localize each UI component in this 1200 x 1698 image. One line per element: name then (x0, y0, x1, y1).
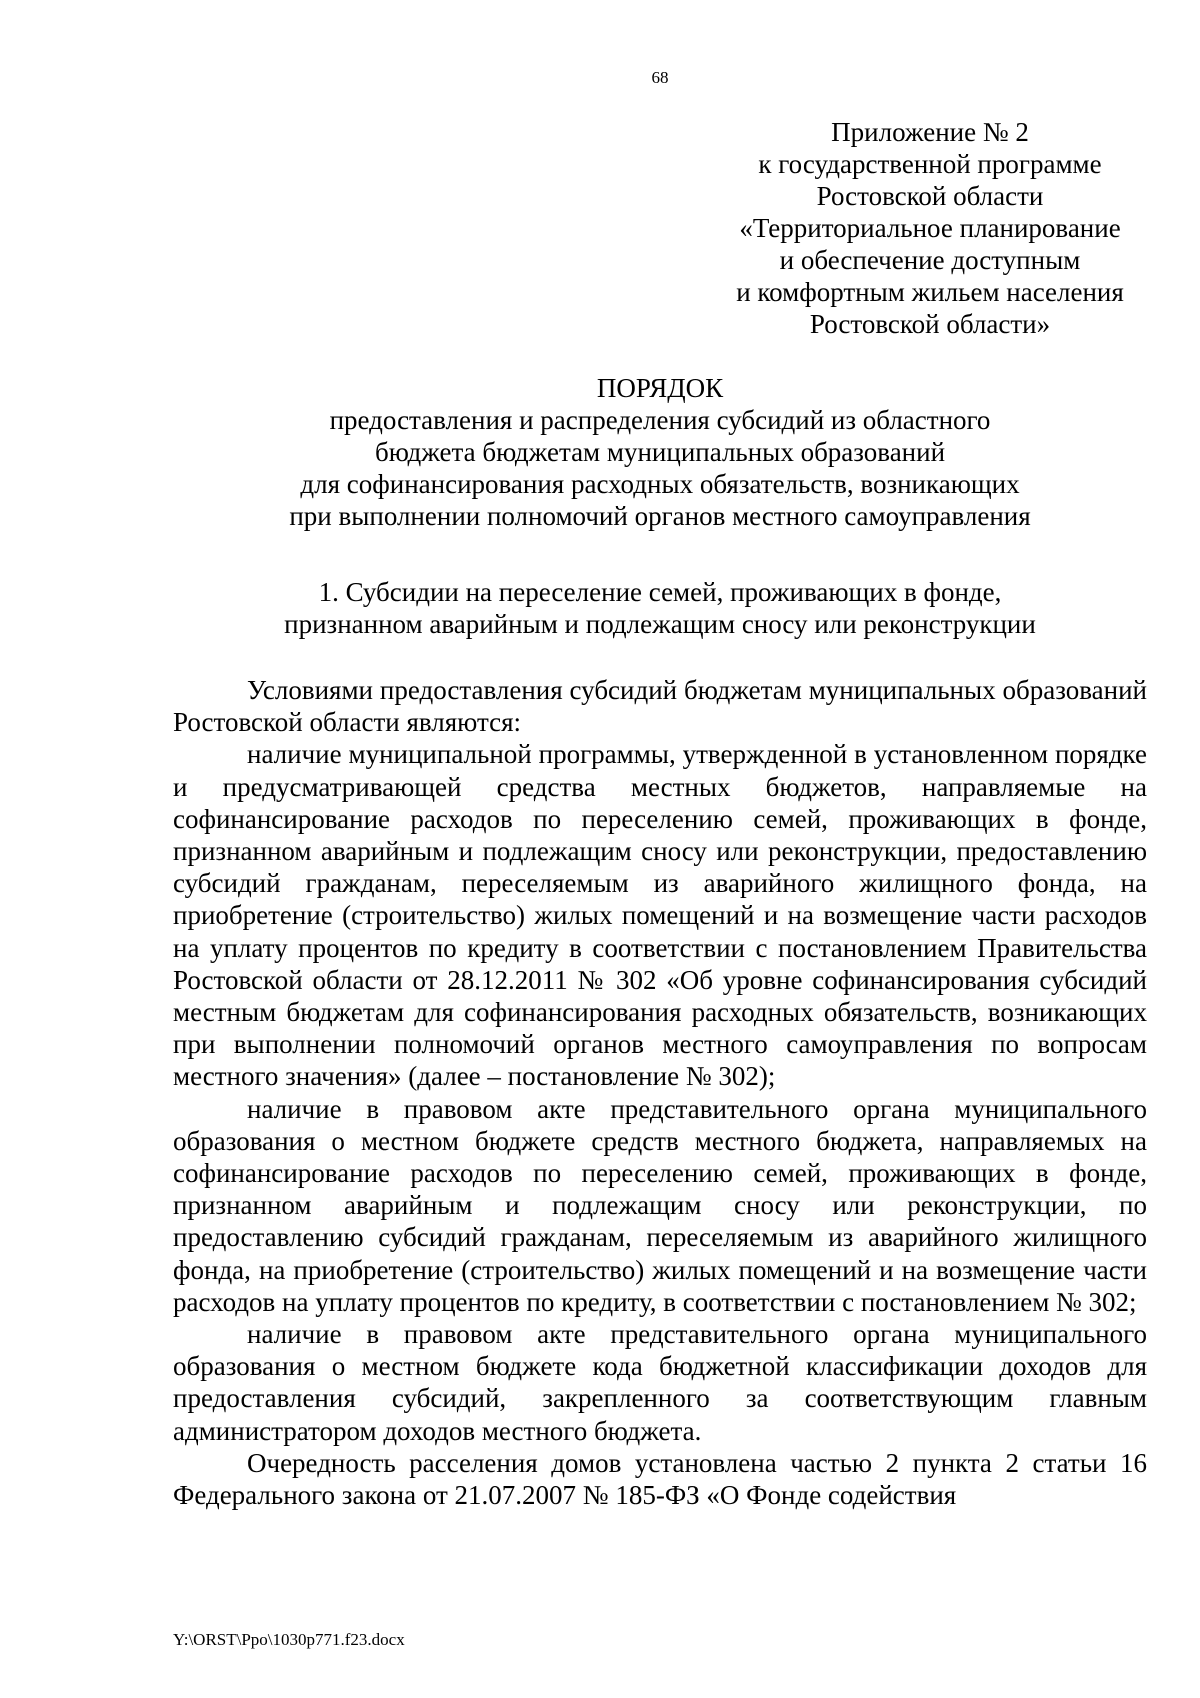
section-heading (0, 576, 1200, 640)
document-title: ПОРЯДОК (596, 373, 724, 403)
subtitle-line: предоставления и распределения субсидий из областного (329, 405, 991, 435)
paragraph: Условиями предоставления субсидий бюджетам муниципальных образований Ростовской области являются: (173, 675, 1147, 738)
document-subtitle (0, 404, 1200, 532)
body-text (173, 674, 1147, 1511)
subtitle-line: при выполнении полномочий органов местного самоуправления (289, 501, 1031, 531)
appendix-line: Ростовской области (816, 181, 1044, 211)
appendix-header (700, 116, 1160, 340)
paragraph: наличие в правовом акте представительного органа муниципального образования о местном бюджете кода бюджетной классификации доходов для предоставления субсидий, закрепленного за соответствующим главным администратором доходов местного бюджета. (173, 1319, 1147, 1446)
section-heading-line: признанном аварийным и подлежащим сносу или реконструкции (284, 609, 1036, 639)
appendix-line: Приложение № 2 (831, 117, 1029, 147)
subtitle-line: для софинансирования расходных обязательств, возникающих (300, 469, 1020, 499)
paragraph: наличие муниципальной программы, утвержденной в установленном порядке и предусматривающей средства местных бюджетов, направляемые на софинансирование расходов по переселению семей, проживающих в фонде, признанном аварийным и подлежащим сносу или реконструкции, предоставлению субсидий гражданам, переселяемым из аварийного жилищного фонда, на приобретение (строительство) жилых помещений и на возмещение части расходов на уплату процентов по кредиту в соответствии с постановлением Правительства Ростовской области от 28.12.2011 № 302 «Об уровне софинансирования субсидий местным бюджетам для софинансирования расходных обязательств, возникающих при выполнении полномочий органов местного самоуправления по вопросам местного значения» (далее – постановление № 302); (173, 739, 1147, 1092)
appendix-line: и комфортным жильем населения (736, 277, 1124, 307)
section-heading-line: 1. Субсидии на переселение семей, проживающих в фонде, (318, 577, 1002, 607)
appendix-line: «Территориальное планирование (739, 213, 1121, 243)
page-number: 68 (651, 68, 669, 87)
subtitle-line: бюджета бюджетам муниципальных образований (374, 437, 946, 467)
footer-file-path: Y:\ORST\Ppo\1030p771.f23.docx (173, 1630, 405, 1649)
appendix-line: и обеспечение доступным (779, 245, 1081, 275)
appendix-line: Ростовской области» (809, 309, 1051, 339)
paragraph: Очередность расселения домов установлена частью 2 пункта 2 статьи 16 Федерального закона от 21.07.2007 № 185-ФЗ «О Фонде содействия (173, 1447, 1147, 1511)
paragraph: наличие в правовом акте представительного органа муниципального образования о местном бюджете средств местного бюджета, направляемых на софинансирование расходов по переселению семей, проживающих в фонде, признанном аварийным и подлежащим сносу или реконструкции, по предоставлению субсидий гражданам, переселяемым из аварийного жилищного фонда, на приобретение (строительство) жилых помещений и на возмещение части расходов на уплату процентов по кредиту, в соответствии с постановлением № 302; (173, 1093, 1147, 1317)
appendix-line: к государственной программе (758, 149, 1102, 179)
